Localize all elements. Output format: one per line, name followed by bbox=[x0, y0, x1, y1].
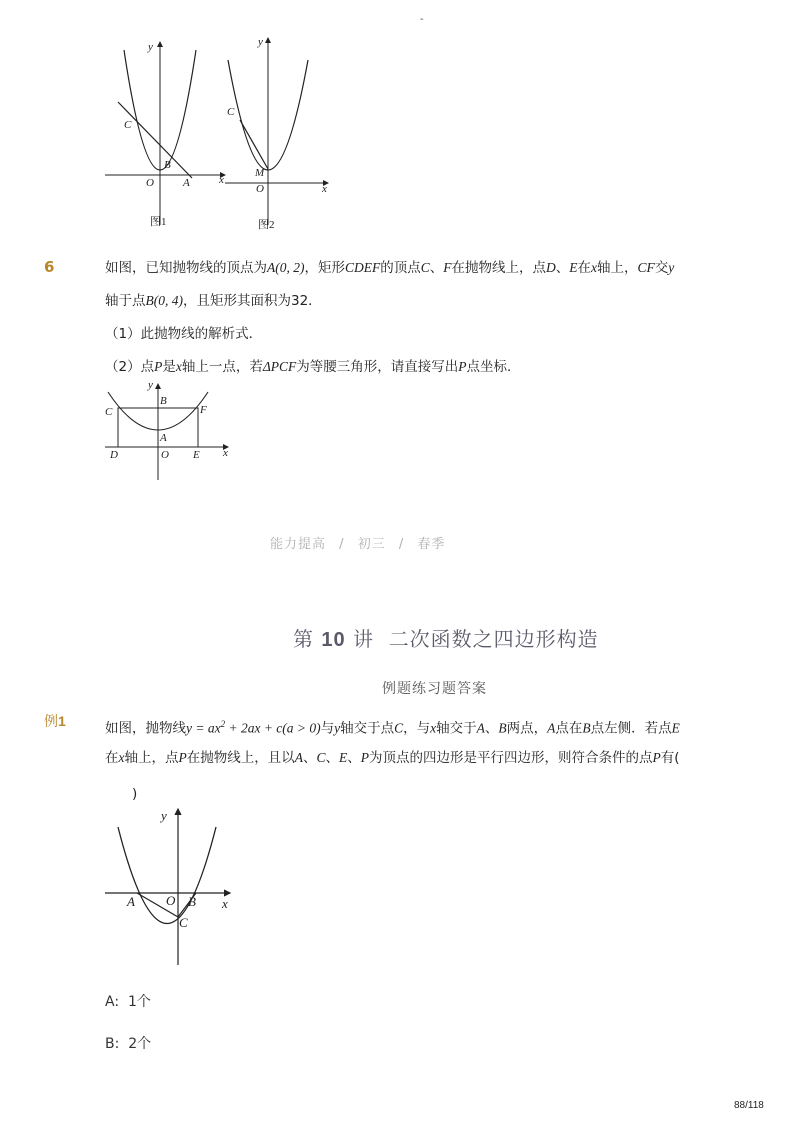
example-1-line-2: 在x轴上，点P在抛物线上，且以A、C、E、P为顶点的四边形是平行四边形，则符合条件的点P有( bbox=[105, 750, 680, 766]
example-1-line-3: ) bbox=[132, 786, 138, 802]
lecture-title: 第 10 讲 二次函数之四边形构造 bbox=[293, 627, 599, 651]
fig2-c-label: C bbox=[227, 106, 235, 118]
page-number: 88/118 bbox=[734, 1100, 764, 1111]
example-1-line-1: 如图，抛物线$y = ax^2 + 2ax + c(a > 0)$与y轴交于点C，与x轴交于A、B两点，A点在B点左侧．若点E bbox=[105, 719, 680, 737]
fig2-x-label: x bbox=[322, 183, 327, 195]
question-6-sub-2: （2）点P是x轴上一点，若ΔPCF为等腰三角形，请直接写出P点坐标． bbox=[105, 359, 521, 375]
fig2-y-label: y bbox=[258, 36, 263, 48]
fig1-a-label: A bbox=[183, 177, 190, 189]
section-subtitle: 例题练习题答案 bbox=[382, 681, 487, 697]
fig1-caption: 图1 bbox=[150, 216, 167, 228]
fig2-o-label: O bbox=[256, 183, 264, 195]
choice-a[interactable]: A: 1个 bbox=[105, 994, 151, 1010]
ex1-x-label: x bbox=[222, 896, 228, 911]
example-label: 例1 bbox=[44, 713, 66, 730]
q6-c-label: C bbox=[105, 406, 113, 418]
q6-f-label: F bbox=[200, 404, 207, 416]
figure-top bbox=[100, 30, 340, 240]
figure-1 bbox=[105, 41, 225, 228]
q6-x-label: x bbox=[223, 447, 228, 459]
figure-2 bbox=[225, 36, 328, 231]
fig1-o-label: O bbox=[146, 177, 154, 189]
question-number: 6 bbox=[44, 258, 55, 276]
top-mark: - bbox=[420, 14, 424, 25]
q6-y-label: y bbox=[148, 379, 153, 391]
question-6-figure bbox=[100, 378, 240, 483]
ex1-b-label: B bbox=[188, 894, 196, 909]
fig2-m-label: M bbox=[255, 167, 265, 179]
q6-e-label: E bbox=[193, 449, 200, 461]
ex1-y-label: y bbox=[161, 808, 167, 823]
fig1-y-label: y bbox=[148, 41, 153, 53]
q6-d-label: D bbox=[110, 449, 118, 461]
ex1-o-label: O bbox=[166, 893, 176, 908]
ex1-c-label: C bbox=[179, 915, 188, 930]
q6-a-label: A bbox=[160, 432, 167, 444]
page-header: 能力提高 / 初三 / 春季 bbox=[270, 537, 446, 552]
choice-b[interactable]: B: 2个 bbox=[105, 1036, 152, 1052]
question-6-sub-1: （1）此抛物线的解析式． bbox=[105, 326, 263, 342]
q6-o-label: O bbox=[161, 449, 169, 461]
fig2-caption: 图2 bbox=[258, 219, 275, 231]
fig1-x-label: x bbox=[219, 174, 224, 186]
q6-b-label: B bbox=[160, 395, 167, 407]
question-6-line-2: 轴于点B(0, 4)，且矩形其面积为32． bbox=[105, 293, 322, 309]
fig1-b-label: B bbox=[164, 159, 171, 171]
question-6-line-1: 如图，已知抛物线的顶点为A(0, 2)，矩形CDEF的顶点C、F在抛物线上，点D、E在x轴上，CF交y bbox=[105, 260, 675, 276]
fig1-c-label: C bbox=[124, 119, 132, 131]
ex1-a-label: A bbox=[127, 894, 135, 909]
example-1-figure bbox=[100, 805, 240, 970]
